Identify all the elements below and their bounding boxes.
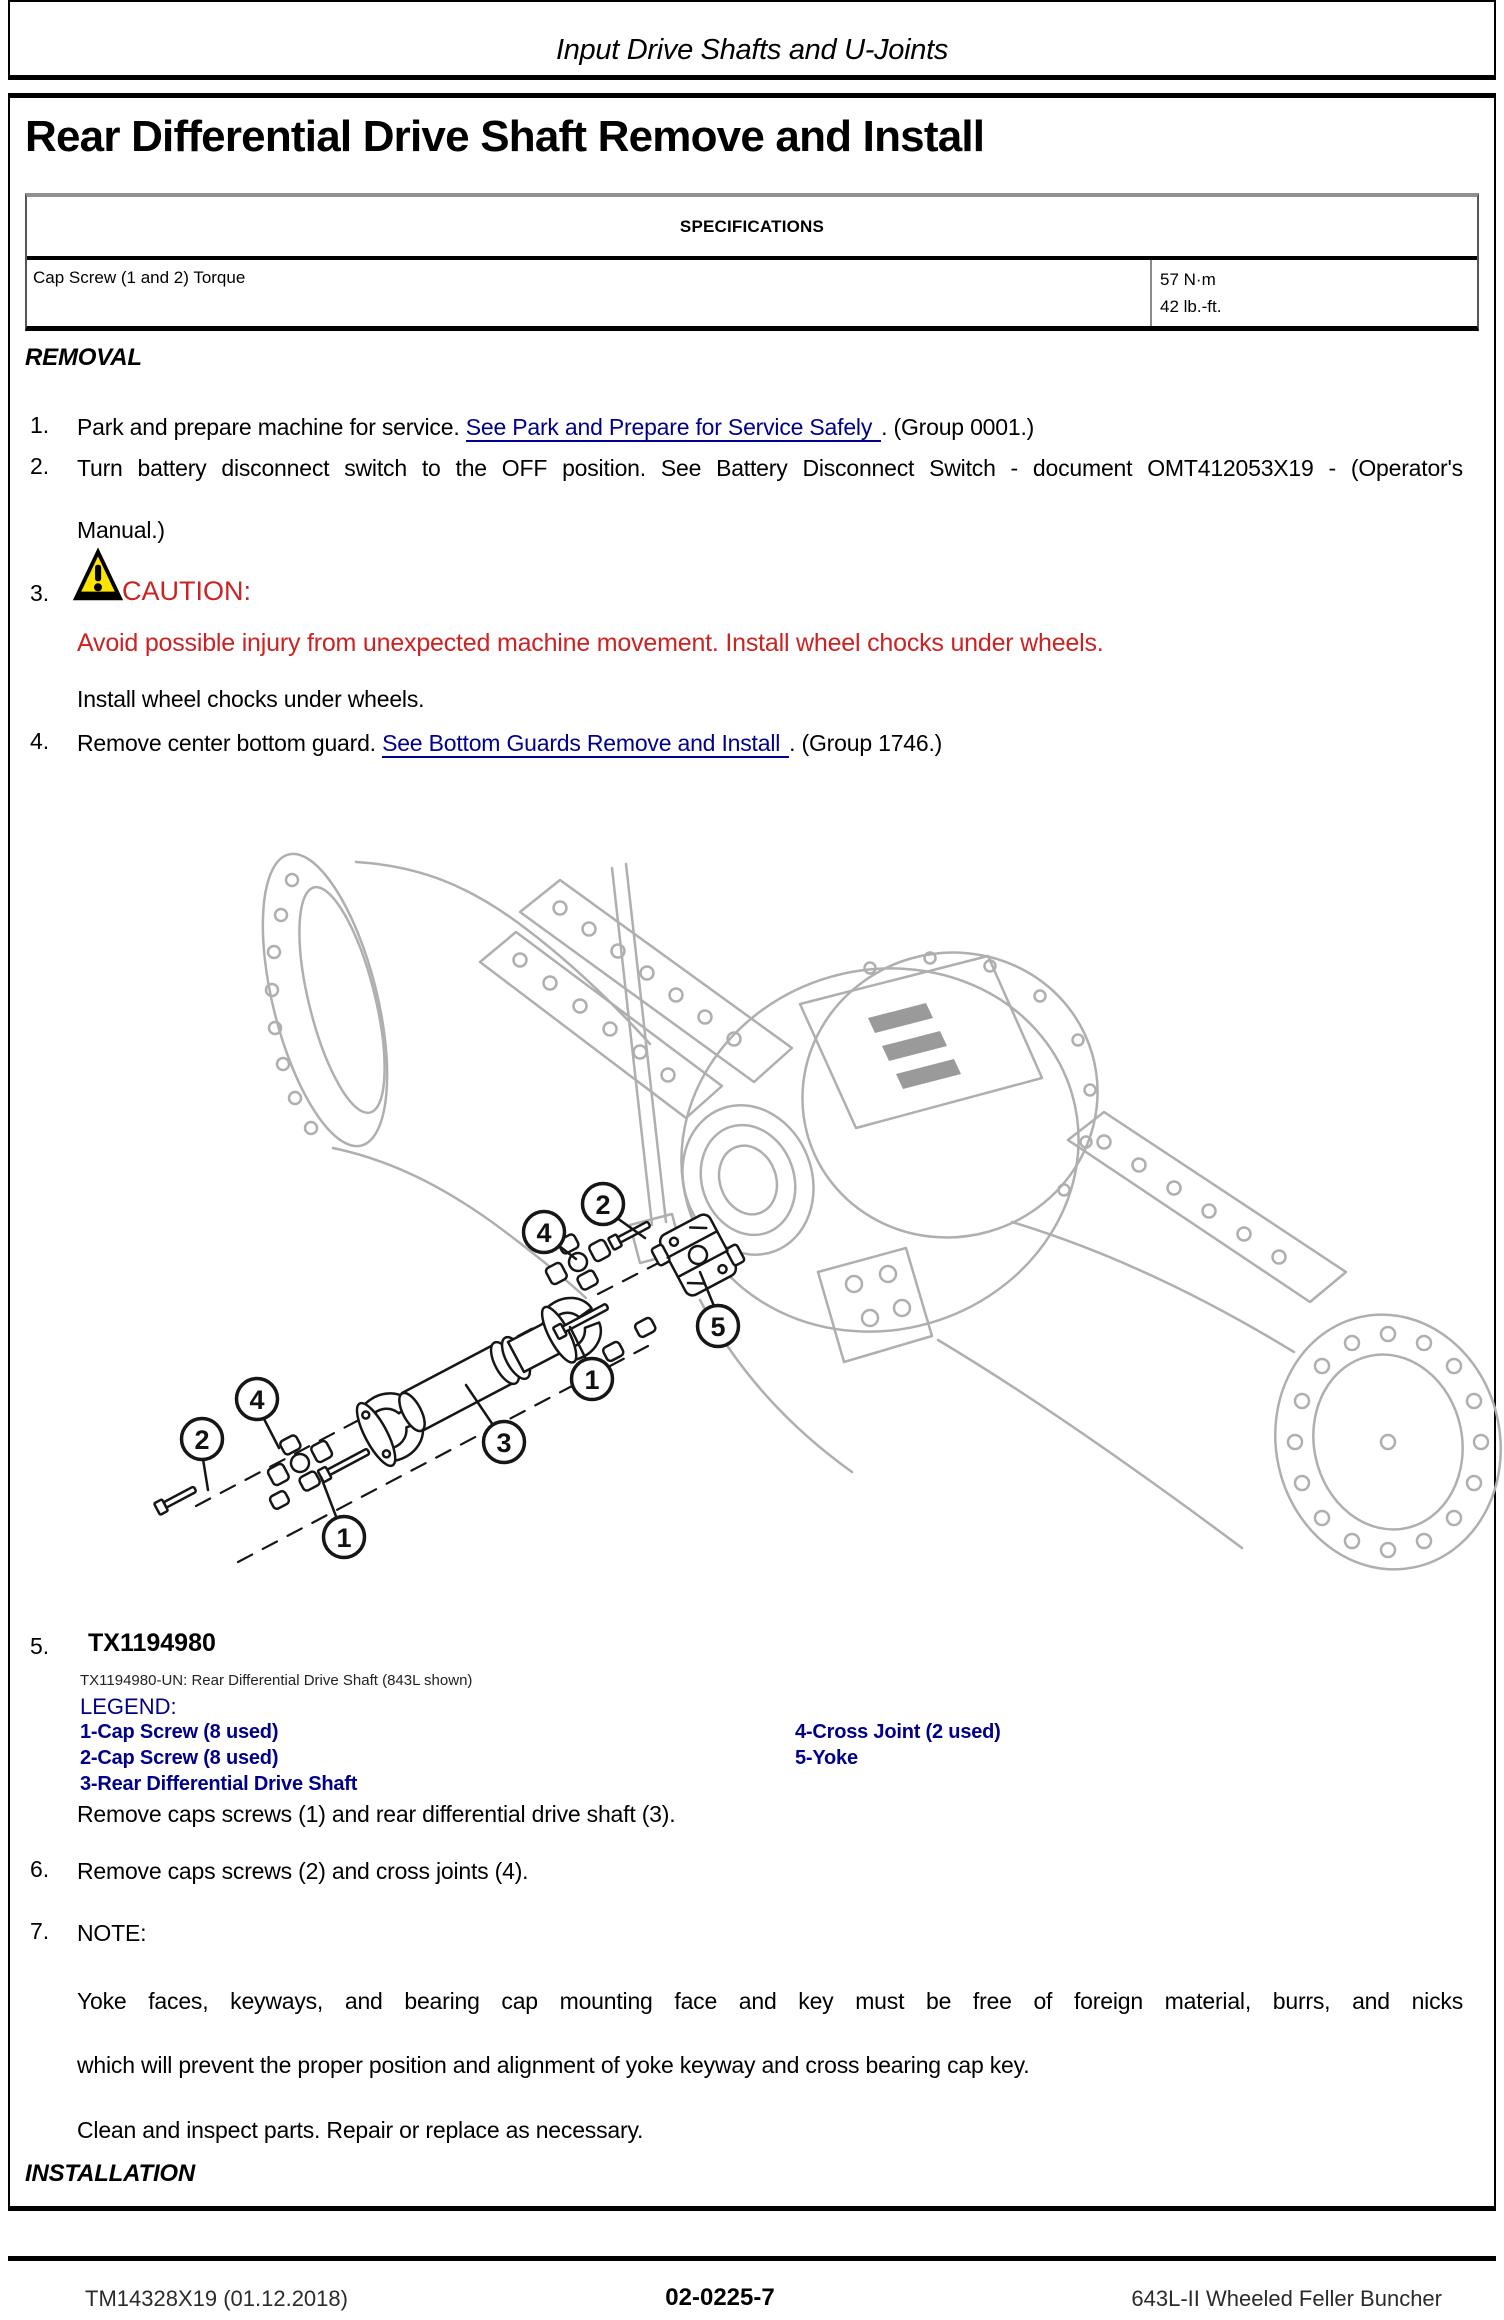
spec-values (1150, 260, 1477, 326)
legend-item-5: 5-Yoke (795, 1747, 858, 1769)
cap-screw-2-lower (154, 1483, 198, 1515)
step3-followup: Install wheel chocks under wheels. (77, 686, 425, 712)
figure-rear-differential-drive-shaft (0, 810, 1504, 1610)
step4-number: 4. (30, 728, 50, 754)
note-line2: which will prevent the proper position and alignment of yoke keyway and cross bearing cap key. (77, 2052, 1030, 2078)
step4-text (77, 728, 942, 759)
spec-value-imperial: 42 lb.-ft. (1160, 297, 1222, 316)
step5-text: Remove caps screws (1) and rear differential drive shaft (3). (77, 1801, 676, 1827)
step2-line1: Turn battery disconnect switch to the OFF position. See Battery Disconnect Switch - document OMT412053X19 - (Operator's (77, 455, 1463, 481)
figure-caption: TX1194980-UN: Rear Differential Drive Shaft (843L shown) (80, 1672, 473, 1689)
step1-lead: Park and prepare machine for service. (77, 414, 460, 440)
step2-text (77, 453, 1463, 546)
spec-table-header: SPECIFICATIONS (27, 197, 1477, 260)
legend-item-4: 4-Cross Joint (2 used) (795, 1721, 1001, 1743)
spec-table-row (27, 260, 1477, 326)
caution-label: CAUTION: (122, 576, 252, 606)
step4-suffix: . (Group 1746.) (789, 730, 943, 756)
link-park-and-prepare[interactable]: See Park and Prepare for Service Safely (466, 414, 881, 442)
footer-model: 643L-II Wheeled Feller Buncher (1131, 2286, 1442, 2311)
callout-3: 3 (496, 1428, 512, 1458)
running-header-box (8, 0, 1496, 80)
callout-2-upper: 2 (595, 1190, 611, 1220)
step1-number: 1. (30, 412, 50, 438)
yoke-5 (648, 1207, 749, 1304)
running-header: Input Drive Shafts and U-Joints (555, 34, 949, 66)
legend-item-2: 2-Cap Screw (8 used) (80, 1747, 279, 1769)
figure-id: TX1194980 (88, 1629, 216, 1657)
footer-page-number: 02-0225-7 (665, 2284, 775, 2311)
installation-heading: INSTALLATION (25, 2160, 196, 2187)
spec-value-metric: 57 N·m (1160, 270, 1216, 289)
legend-item-3: 3-Rear Differential Drive Shaft (80, 1773, 358, 1795)
step5-number: 5. (30, 1633, 50, 1659)
callout-2-lower: 2 (194, 1425, 210, 1455)
exploded-view-drawing (0, 810, 1504, 1610)
spec-label: Cap Screw (1 and 2) Torque (33, 268, 246, 287)
removal-heading: REMOVAL (25, 344, 142, 371)
legend-label: LEGEND: (80, 1694, 177, 1719)
caution-body: Avoid possible injury from unexpected machine movement. Install wheel chocks under wheels. (77, 629, 1104, 657)
warning-triangle-icon (72, 546, 124, 606)
footer-rule (8, 2256, 1496, 2261)
step7-followup: Clean and inspect parts. Repair or replace as necessary. (77, 2117, 644, 2143)
link-bottom-guards[interactable]: See Bottom Guards Remove and Install (382, 730, 789, 758)
footer-document-number: TM14328X19 (01.12.2018) (85, 2286, 348, 2311)
step6-number: 6. (30, 1856, 50, 1882)
callout-4-upper: 4 (536, 1218, 552, 1248)
step1-suffix: . (Group 0001.) (881, 414, 1035, 440)
callout-1-lower: 1 (336, 1523, 352, 1553)
step4-lead: Remove center bottom guard. (77, 730, 376, 756)
callout-5: 5 (710, 1312, 726, 1342)
specifications-table (25, 193, 1479, 331)
note-label: NOTE: (77, 1920, 147, 1946)
drive-shaft-drawing (154, 1184, 748, 1563)
callout-4-lower: 4 (249, 1385, 265, 1415)
step2-number: 2. (30, 453, 50, 479)
cap-screw-2-upper (608, 1218, 652, 1250)
axle-housing-drawing (238, 842, 1504, 1591)
legend-item-1: 1-Cap Screw (8 used) (80, 1721, 279, 1743)
step7-number: 7. (30, 1918, 50, 1944)
page-title: Rear Differential Drive Shaft Remove and Install (25, 112, 985, 161)
note-paragraph (77, 1985, 1463, 2081)
step6-text: Remove caps screws (2) and cross joints (4). (77, 1858, 529, 1884)
step1-text (77, 412, 1034, 443)
step3-number: 3. (30, 580, 50, 606)
callout-1-upper: 1 (584, 1365, 600, 1395)
step2-line2: Manual.) (77, 517, 165, 543)
note-line1: Yoke faces, keyways, and bearing cap mounting face and key must be free of foreign material, burrs, and nicks (77, 1988, 1463, 2014)
